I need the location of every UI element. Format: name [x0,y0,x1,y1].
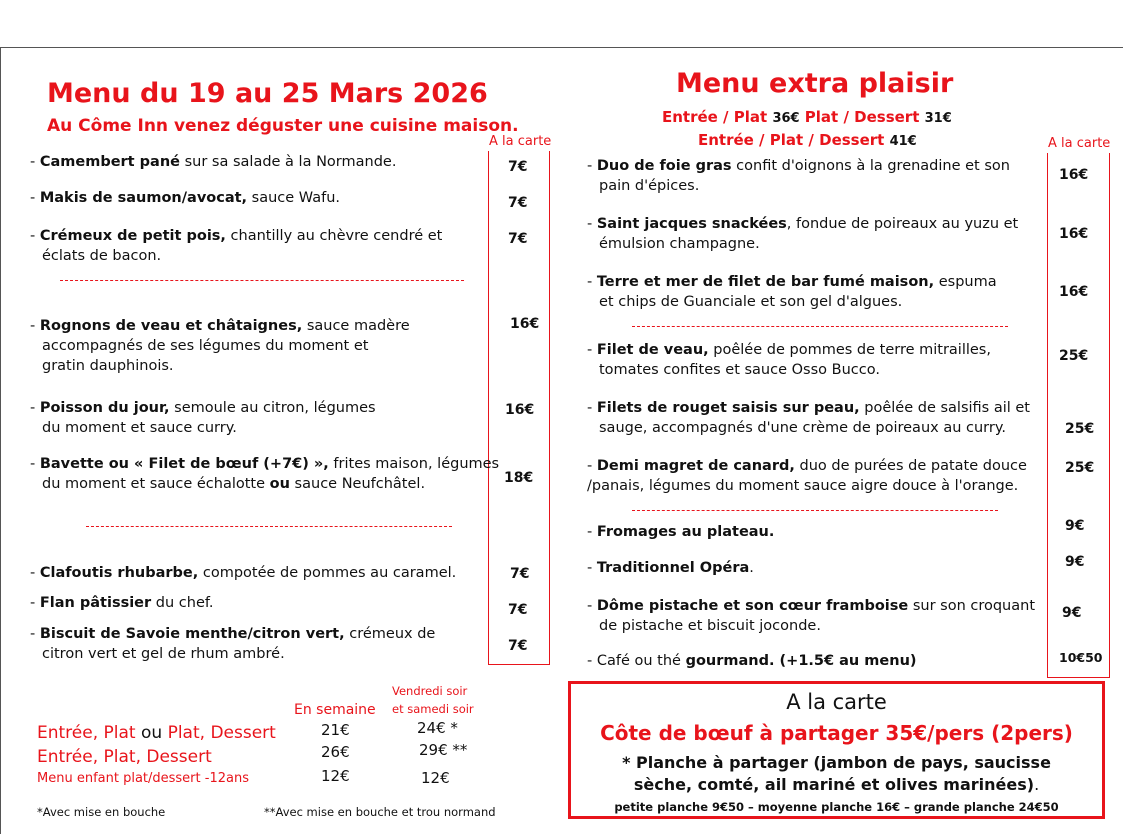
right-menu-price-line-1: Entrée / Plat 36€ Plat / Dessert 31€ [662,108,952,126]
right-item-dome-pistache: - Dôme pistache et son cœur framboise sur son croquant de pistache et biscuit joconde. [587,598,1036,634]
left-price-poisson: 16€ [505,402,535,418]
left-item-bavette: - Bavette ou « Filet de bœuf (+7€) », frites maison, légumes du moment et sauce échalotte ou sauce Neufchâtel. [30,456,500,492]
left-item-poisson: - Poisson du jour, semoule au citron, légumes du moment et sauce curry. [30,400,376,436]
left-a-la-carte-label: A la carte [489,134,552,149]
right-separator-2 [632,510,998,511]
formula-header-weekend-line-1: Vendredi soir [392,684,468,698]
right-price-terre-et-mer: 16€ [1059,284,1089,300]
right-price-magret: 25€ [1065,460,1095,476]
right-item-foie-gras: - Duo de foie gras confit d'oignons à la grenadine et son pain d'épices. [587,158,1010,194]
cote-de-boeuf-offer: Côte de bœuf à partager 35€/pers (2pers) [600,721,1073,745]
formula-row-entree-plat: Entrée, Plat ou Plat, Dessert [37,723,276,743]
planche-sizes: petite planche 9€50 – moyenne planche 16€ – grande planche 24€50 [614,800,1059,814]
left-item-makis: - Makis de saumon/avocat, sauce Wafu. [30,190,341,206]
left-item-flan: - Flan pâtissier du chef. [30,595,214,611]
frame-top-line [0,47,1123,48]
left-menu-subtitle: Au Côme Inn venez déguster une cuisine maison. [47,116,519,136]
formula-row-enfant: Menu enfant plat/dessert -12ans [37,771,249,786]
left-menu-title: Menu du 19 au 25 Mars 2026 [47,78,488,109]
formula-row-entree-plat-dessert: Entrée, Plat, Dessert [37,747,212,767]
right-item-filet-de-veau: - Filet de veau, poêlée de pommes de terre mitrailles, tomates confites et sauce Osso Bucco. [587,342,991,378]
formula-header-weekend-line-2: et samedi soir [392,702,474,716]
right-price-filet-de-veau: 25€ [1059,348,1089,364]
right-menu-title: Menu extra plaisir [676,68,954,99]
right-price-rouget: 25€ [1065,421,1095,437]
right-separator-1 [632,326,1008,327]
right-price-dome-pistache: 9€ [1062,605,1082,621]
left-price-rognons: 16€ [510,316,540,332]
left-item-clafoutis: - Clafoutis rhubarbe, compotée de pommes au caramel. [30,565,457,581]
right-price-fromages: 9€ [1065,518,1085,534]
left-item-biscuit: - Biscuit de Savoie menthe/citron vert, crémeux de citron vert et gel de rhum ambré. [30,626,436,662]
footnote-trou-normand: **Avec mise en bouche et trou normand [264,805,496,819]
right-item-magret: - Demi magret de canard, duo de purées de patate douce /panais, légumes du moment sauce aigre douce à l'orange. [587,458,1027,494]
planche-offer-line-1: * Planche à partager (jambon de pays, saucisse [622,753,1051,772]
formula-weekend-price-1: 24€ * [417,719,458,737]
right-price-foie-gras: 16€ [1059,167,1089,183]
left-price-cremeux: 7€ [508,231,528,247]
planche-offer-line-2: sèche, comté, ail mariné et olives marinées). [633,775,1040,794]
left-item-camembert: - Camembert pané sur sa salade à la Normande. [30,154,397,170]
right-item-rouget: - Filets de rouget saisis sur peau, poêlée de salsifis ail et sauge, accompagnés d'une crème de poireaux au curry. [587,400,1030,436]
left-price-bavette: 18€ [504,470,534,486]
right-menu-price-line-2: Entrée / Plat / Dessert 41€ [698,131,917,149]
right-a-la-carte-label: A la carte [1048,136,1111,151]
left-price-camembert: 7€ [508,159,528,175]
formula-weekend-price-3: 12€ [421,769,450,787]
left-item-cremeux: - Crémeux de petit pois, chantilly au chèvre cendré et éclats de bacon. [30,228,443,264]
right-price-opera: 9€ [1065,554,1085,570]
formula-week-price-1: 21€ [321,721,350,739]
formula-week-price-3: 12€ [321,767,350,785]
formula-weekend-price-2: 29€ ** [419,741,468,759]
footnote-mise-en-bouche: *Avec mise en bouche [37,805,166,819]
left-separator-2 [86,526,452,527]
right-item-saint-jacques: - Saint jacques snackées, fondue de poireaux au yuzu et émulsion champagne. [587,216,1019,252]
right-price-saint-jacques: 16€ [1059,226,1089,242]
formula-week-price-2: 26€ [321,743,350,761]
left-separator-1 [60,280,464,281]
left-price-clafoutis: 7€ [510,566,530,582]
left-price-biscuit: 7€ [508,638,528,654]
left-item-rognons: - Rognons de veau et châtaignes, sauce madère accompagnés de ses légumes du moment et gratin dauphinois. [30,318,410,374]
formula-header-week: En semaine [294,702,376,718]
right-item-terre-et-mer: - Terre et mer de filet de bar fumé maison, espuma et chips de Guanciale et son gel d'algues. [587,274,997,310]
a-la-carte-box [568,681,1105,819]
a-la-carte-box-title: A la carte [786,690,887,714]
left-price-makis: 7€ [508,195,528,211]
right-price-cafe-gourmand: 10€50 [1059,650,1103,665]
right-item-opera: - Traditionnel Opéra. [587,560,754,576]
left-price-flan: 7€ [508,602,528,618]
right-item-fromages: - Fromages au plateau. [587,524,775,540]
frame-left-line [0,47,1,834]
right-item-cafe-gourmand: - Café ou thé gourmand. (+1.5€ au menu) [587,653,917,669]
